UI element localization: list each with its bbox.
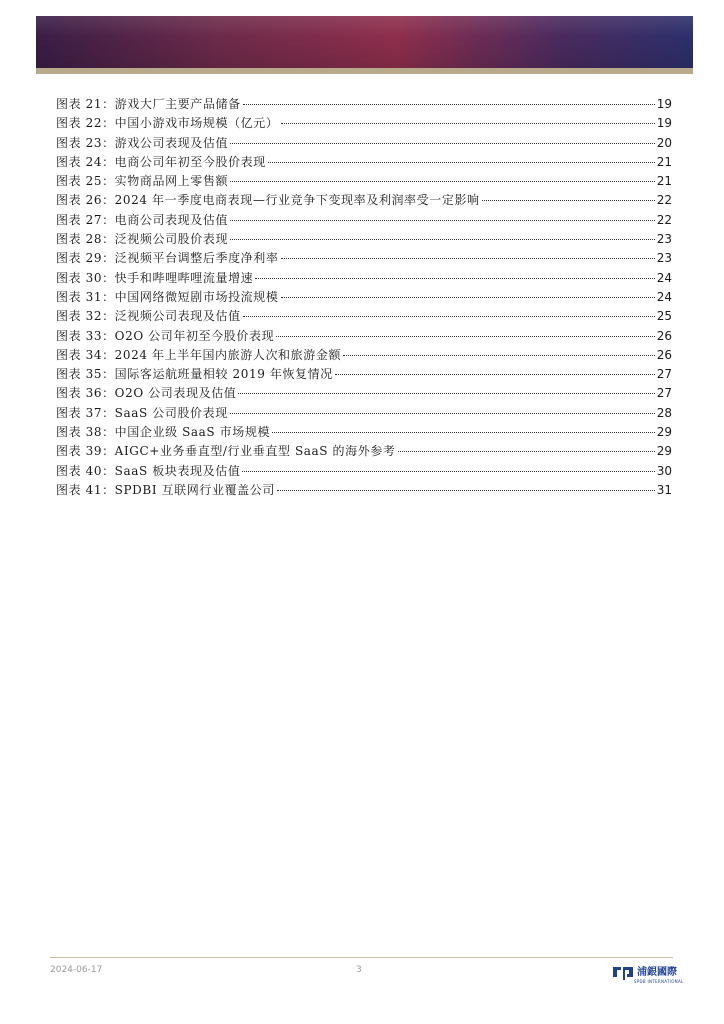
figure-entry-title: 图表 39：AIGC+业务垂直型/行业垂直型 SaaS 的海外参考 [56, 444, 396, 459]
figure-entry[interactable] [56, 191, 672, 210]
page-number: 3 [356, 965, 362, 975]
header-banner [36, 16, 693, 68]
figure-entry[interactable] [56, 307, 672, 326]
figure-entry-page: 29 [656, 444, 672, 459]
figure-entry[interactable] [56, 114, 672, 133]
figure-entry-page: 26 [656, 328, 672, 343]
figure-entry[interactable] [56, 442, 672, 461]
figure-entry[interactable] [56, 288, 672, 307]
figure-entry-page: 23 [656, 251, 672, 266]
figure-entry[interactable] [56, 462, 672, 481]
figure-entry-page: 21 [656, 154, 672, 169]
figure-entry-page: 19 [656, 116, 672, 131]
figure-entry-title: 图表 34：2024 年上半年国内旅游人次和旅游金额 [56, 347, 342, 362]
dot-leader [281, 257, 655, 259]
figure-entry-title: 图表 23：游戏公司表现及估值 [56, 135, 229, 150]
figure-entry-title: 图表 37：SaaS 公司股价表现 [56, 405, 228, 420]
figure-entry-page: 24 [656, 270, 672, 285]
dot-leader [242, 470, 654, 472]
figure-entry[interactable] [56, 95, 672, 114]
figure-entry-page: 27 [656, 367, 672, 382]
dot-leader [230, 238, 655, 240]
figure-entry[interactable] [56, 346, 672, 365]
figure-entry-title: 图表 38：中国企业级 SaaS 市场规模 [56, 425, 271, 440]
figure-entry[interactable] [56, 269, 672, 288]
figure-entry[interactable] [56, 230, 672, 249]
figure-entry-page: 20 [656, 135, 672, 150]
figure-entry-page: 31 [656, 482, 672, 497]
dot-leader [281, 122, 655, 124]
logo-subtitle: SPDB INTERNATIONAL [634, 979, 684, 984]
dot-leader [343, 354, 655, 356]
footer-divider [50, 957, 673, 958]
logo-mark-icon [612, 964, 634, 980]
dot-leader [243, 315, 655, 317]
figure-entry-page: 19 [656, 97, 672, 111]
dot-leader [276, 335, 655, 337]
figure-entry-page: 29 [656, 425, 672, 440]
figure-entry-title: 图表 35：国际客运航班量相较 2019 年恢复情况 [56, 367, 333, 382]
figure-entry-page: 22 [656, 193, 672, 208]
dot-leader [482, 199, 655, 201]
figure-entry-title: 图表 36：O2O 公司表现及估值 [56, 386, 237, 401]
figure-list [56, 95, 672, 500]
figure-entry-page: 28 [656, 405, 672, 420]
logo-name: 浦銀國際 [637, 967, 677, 978]
figure-entry-title: 图表 22：中国小游戏市场规模（亿元） [56, 116, 279, 131]
dot-leader [255, 277, 654, 279]
figure-entry-title: 图表 25：实物商品网上零售额 [56, 174, 229, 189]
figure-entry-title: 图表 28：泛视频公司股价表现 [56, 232, 229, 247]
figure-entry-page: 25 [656, 309, 672, 324]
figure-entry-title: 图表 40：SaaS 板块表现及估值 [56, 463, 241, 478]
dot-leader [398, 450, 655, 452]
dot-leader [268, 161, 655, 163]
figure-entry[interactable] [56, 172, 672, 191]
dot-leader [272, 431, 655, 433]
figure-entry[interactable] [56, 327, 672, 346]
dot-leader [238, 392, 654, 394]
figure-entry-page: 27 [656, 386, 672, 401]
figure-entry-title: 图表 30：快手和哔哩哔哩流量增速 [56, 270, 254, 285]
figure-entry[interactable] [56, 211, 672, 230]
figure-entry[interactable] [56, 249, 672, 268]
figure-entry[interactable] [56, 423, 672, 442]
figure-entry-title: 图表 31：中国网络微短剧市场投流规模 [56, 289, 279, 304]
figure-entry-page: 24 [656, 289, 672, 304]
dot-leader [230, 180, 655, 182]
figure-entry[interactable] [56, 365, 672, 384]
dot-leader [230, 412, 655, 414]
header-accent-bar [36, 68, 693, 74]
figure-entry-title: 图表 41：SPDBI 互联网行业覆盖公司 [56, 482, 275, 497]
figure-entry-title: 图表 26：2024 年一季度电商表现—行业竞争下变现率及利润率受一定影响 [56, 193, 480, 208]
figure-entry-title: 图表 24：电商公司年初至今股价表现 [56, 154, 266, 169]
figure-entry-page: 23 [656, 232, 672, 247]
dot-leader [230, 219, 655, 221]
dot-leader [243, 103, 655, 105]
dot-leader [335, 373, 655, 375]
figure-entry-title: 图表 33：O2O 公司年初至今股价表现 [56, 328, 275, 343]
figure-entry-page: 26 [656, 347, 672, 362]
figure-entry-title: 图表 21：游戏大厂主要产品储备 [56, 97, 241, 111]
figure-entry-title: 图表 32：泛视频公司表现及估值 [56, 309, 241, 324]
dot-leader [277, 489, 655, 491]
figure-entry[interactable] [56, 134, 672, 153]
dot-leader [281, 296, 655, 298]
figure-entry[interactable] [56, 153, 672, 172]
dot-leader [230, 142, 655, 144]
figure-entry[interactable] [56, 404, 672, 423]
company-logo [612, 962, 684, 982]
figure-entry-page: 30 [656, 463, 672, 478]
footer-date: 2024-06-17 [50, 965, 103, 975]
figure-entry-title: 图表 29：泛视频平台调整后季度净利率 [56, 251, 279, 266]
figure-entry[interactable] [56, 384, 672, 403]
figure-entry-title: 图表 27：电商公司表现及估值 [56, 212, 229, 227]
figure-entry-page: 21 [656, 174, 672, 189]
figure-entry-page: 22 [656, 212, 672, 227]
figure-entry[interactable] [56, 481, 672, 500]
